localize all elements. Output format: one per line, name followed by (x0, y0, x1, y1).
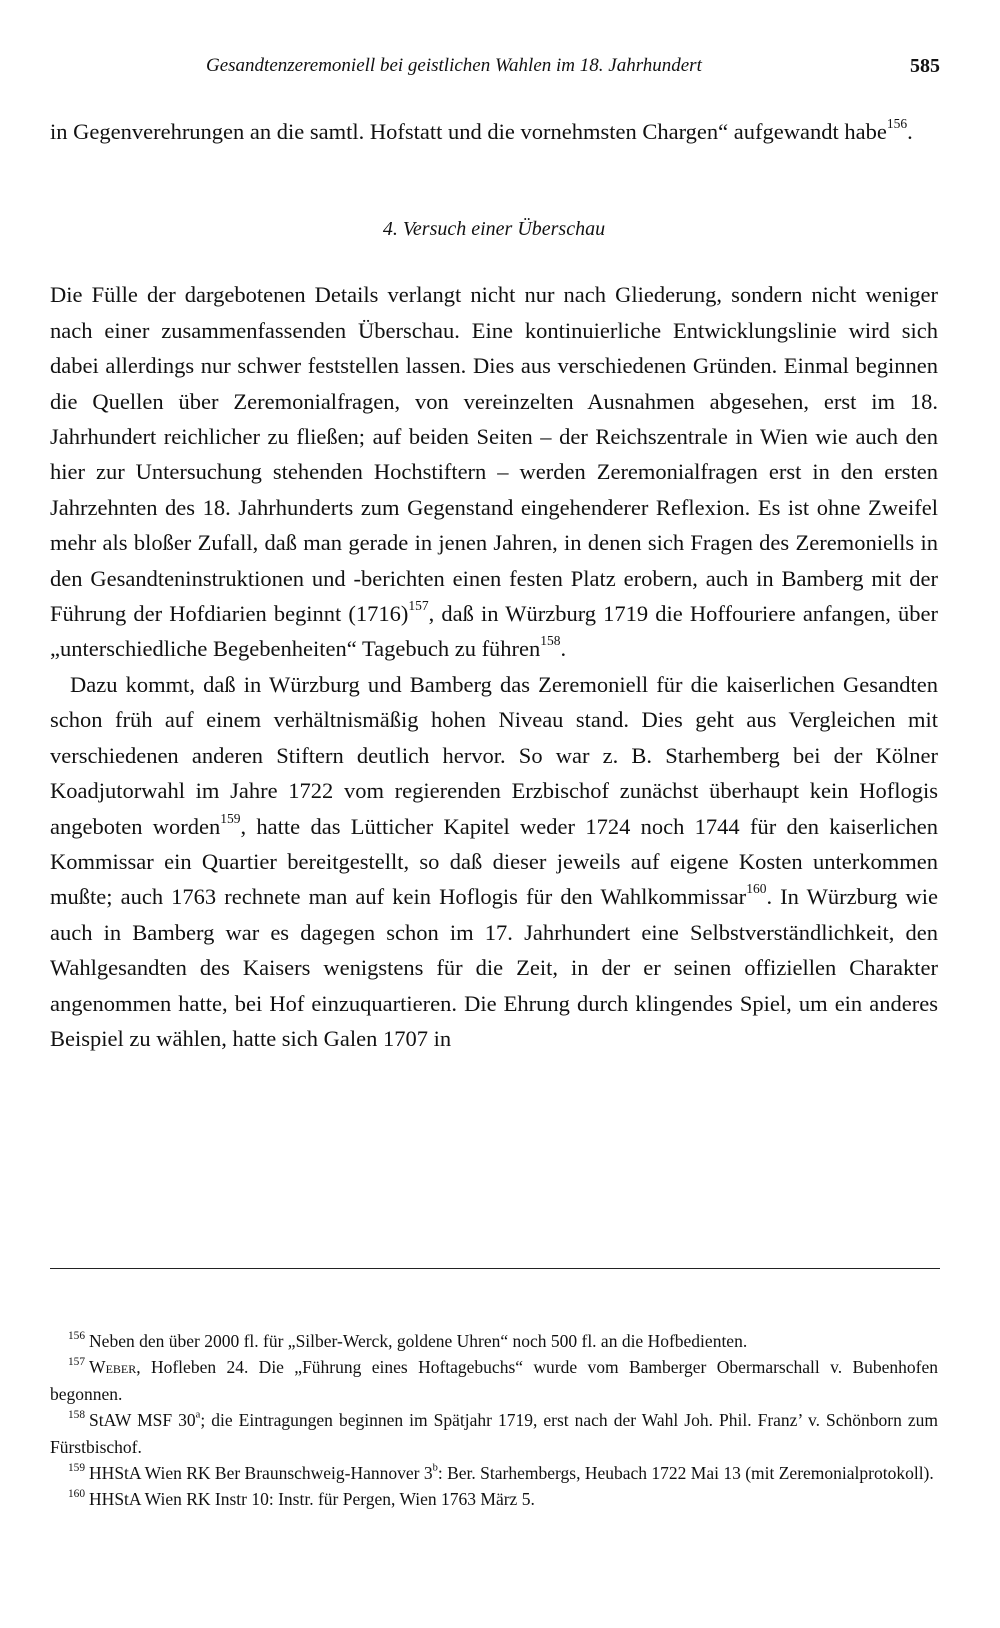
footnote-159: $^{159}$ HHStA Wien RK Ber Braunschweig-Hannover 3$^b$: Ber. Starhembergs, Heubach 1722 Mai 13 (mit Zeremonialprotokoll). (68, 1462, 934, 1484)
footnotes (50, 1328, 938, 1513)
running-title: Gesandtenzeremoniell bei geistlichen Wahlen im 18. Jahrhundert (206, 55, 702, 76)
footnote-number: 156 (68, 1330, 86, 1343)
footnote-number: 160 (68, 1488, 86, 1501)
footnote-number: 157 (68, 1356, 86, 1369)
main-text (50, 114, 938, 1056)
footnote-ref-159[interactable]: 159 (220, 810, 241, 826)
paragraph-2: Dazu kommt, daß in Würzburg und Bamberg das Zeremoniell für die kaiserlichen Gesandten schon früh auf einem verhältnismäßig hohen Niveau stand. Dies geht aus Vergleichen mit verschiedenen anderen Stiftern deutlich hervor. So war z. B. Starhemberg bei der Kölner Koadjutorwahl im Jahre 1722 vom regierenden Erzbischof zunächst überhaupt kein Hoflogis angeboten worden$^{159}$, hatte das Lütticher Kapitel weder 1724 noch 1744 für den kaiserlichen Kommissar ein Quartier bereitgestellt, so daß dieser jeweils auf eigene Kosten unterkommen mußte; auch 1763 rechnete man auf kein Hoflogis für den Wahlkommissar$^{160}$. In Würzburg wie auch in Bamberg war es dagegen schon im 17. Jahrhundert eine Selbstverständlichkeit, den Wahlgesandten des Kaisers wenigstens für die Zeit, in der er seinen offiziellen Charakter angenommen hatte, bei Hof einzuquartieren. Die Ehrung durch klingendes Spiel, um ein anderes Beispiel zu wählen, hatte sich Galen 1707 in (50, 671, 939, 1051)
page-number: 585 (910, 55, 940, 77)
footnote-ref-158[interactable]: 158 (540, 633, 561, 649)
section-heading: 4. Versuch einer Überschau (382, 218, 606, 241)
author-name: Weber (89, 1357, 137, 1378)
paragraph-continuation: in Gegenverehrungen an die samtl. Hofstatt und die vornehmsten Chargen“ aufgewandt habe$^{156}$. (50, 116, 913, 144)
footnote-ref-157[interactable]: 157 (408, 598, 429, 614)
footnote-number: 159 (68, 1462, 86, 1475)
footnote-divider (50, 1268, 940, 1269)
footnote-160: $^{160}$ HHStA Wien RK Instr 10: Instr. für Pergen, Wien 1763 März 5. (68, 1488, 535, 1510)
running-header (0, 52, 1000, 82)
footnote-ref-160[interactable]: 160 (746, 881, 767, 897)
footnote-ref-156[interactable]: 156 (886, 116, 908, 132)
footnote-number: 158 (68, 1409, 86, 1422)
paragraph-1: Die Fülle der dargebotenen Details verlangt nicht nur nach Gliederung, sondern nicht weniger nach einer zusammenfassenden Überschau. Eine kontinuierliche Entwicklungslinie wird sich dabei allerdings nur schwer feststellen lassen. Dies aus verschiedenen Gründen. Einmal beginnen die Quellen über Zeremonialfragen, von vereinzelten Ausnahmen abgesehen, erst im 18. Jahrhundert reichlicher zu fließen; auf beiden Seiten – der Reichszentrale in Wien wie auch den hier zur Untersuchung stehenden Hochstiftern – werden Zeremonialfragen erst in den ersten Jahrzehnten des 18. Jahrhunderts zum Gegenstand eingehenderer Reflexion. Es ist ohne Zweifel mehr als bloßer Zufall, daß man gerade in jenen Jahren, in denen sich Fragen des Zeremoniells in den Gesandteninstruktionen und -berichten einen festen Platz erobern, auch in Bamberg mit der Führung der Hofdiarien beginnt $(1716)^{157}$, daß in Würzburg 1719 die Hoffouriere anfangen, über „unterschiedliche Begebenheiten“ Tagebuch zu führen$^{158}$. (50, 282, 939, 662)
footnote-158: $^{158}$ StAW MSF 30$^a$; die Eintragungen beginnen im Spätjahr 1719, erst nach der Wahl Joh. Phil. Franz’ v. Schönborn zum Fürstbischof. (50, 1409, 939, 1457)
footnote-156: $^{156}$ Neben den über 2000 fl. für „Silber-Werck, goldene Uhren“ noch 500 fl. an die Hofbedienten. (68, 1330, 748, 1351)
footnote-157: $^{157}$ Weber, Hofleben 24. Die „Führung eines Hoftagebuchs“ wurde vom Bamberger Obermarschall v. Bubenhofen begonnen. (50, 1356, 938, 1404)
